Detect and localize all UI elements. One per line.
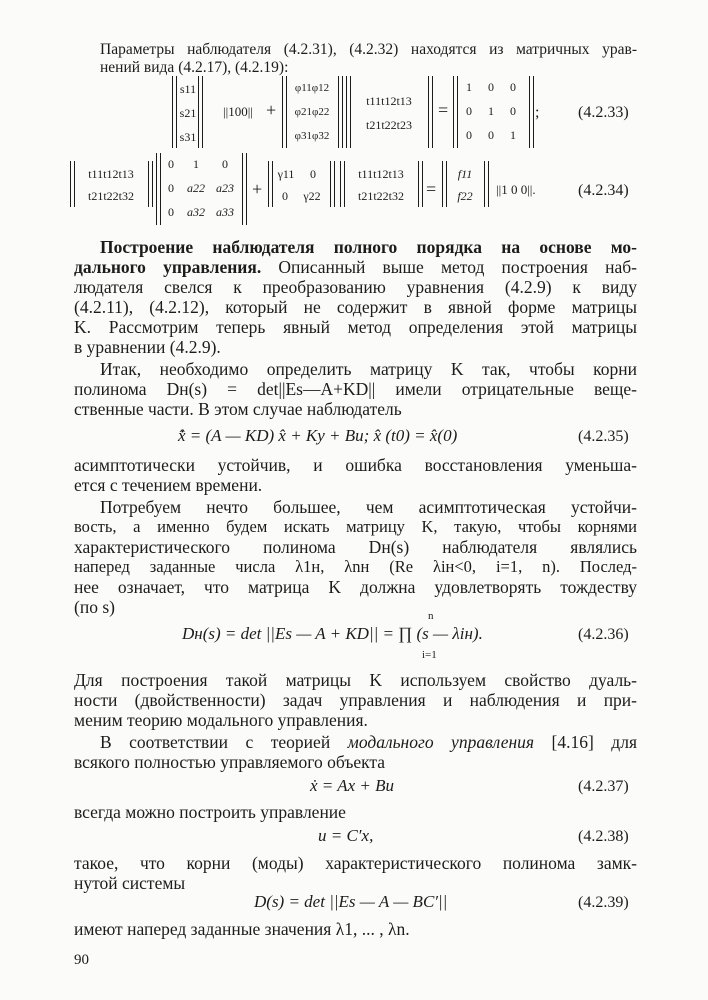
- product-upper: n: [428, 610, 434, 622]
- t-row-2: t21t22t32: [87, 189, 134, 203]
- final-line: имеют наперед заданные значения λ1, ... , λn.: [74, 919, 410, 939]
- phi-row-3: φ31φ32: [294, 130, 330, 142]
- equation-4-2-35: x̂̇ = (A — KD) x̂ + Ky + Bu; x̂ (t0) = x̂(0): [178, 426, 458, 445]
- label-4-2-39: (4.2.39): [578, 894, 629, 911]
- plus-sign: +: [266, 100, 277, 120]
- para1-line-2-bold: дального управления.: [74, 257, 262, 277]
- equation-4-2-33: [168, 76, 638, 148]
- id-32: 0: [488, 128, 494, 142]
- f-11: f11: [457, 167, 473, 181]
- a-11: 0: [168, 157, 174, 171]
- identity-matrix: [453, 76, 533, 148]
- para5-line-2: ности (двойственности) задач управления и наблюдения и при-: [74, 690, 637, 710]
- label-4-2-35: (4.2.35): [578, 428, 629, 445]
- id-33: 1: [510, 128, 516, 142]
- para2-line-3: ственные части. В этом случае наблюдатель: [74, 399, 402, 419]
- label-4-2-36: (4.2.36): [578, 626, 629, 643]
- a-12: 1: [193, 157, 199, 171]
- label-4-2-37: (4.2.37): [578, 778, 629, 795]
- gamma-11: γ11: [277, 167, 295, 181]
- t-row-1: t11t12t13: [366, 94, 412, 108]
- t-matrix-a: [70, 161, 152, 207]
- id-21: 0: [466, 104, 472, 118]
- phi-row-2: φ21φ22: [294, 106, 330, 118]
- equation-4-2-39: D(s) = det ||Es — A — BC′||: [254, 892, 448, 911]
- page-number: 90: [74, 952, 89, 968]
- para6-line-1-a: В соответствии с теорией: [100, 732, 331, 752]
- para4-line-3: характеристического полинома Dн(s) наблюдателя являлись: [74, 537, 637, 557]
- equals-sign: =: [438, 100, 449, 120]
- s21: s21: [179, 106, 197, 120]
- f-matrix: [442, 161, 488, 207]
- equation-4-2-36: Dн(s) = det ||Es — A + KD|| = ∏ (s — λiн).: [182, 624, 483, 643]
- tail-100: ||1 0 0||.: [496, 182, 536, 197]
- a-13: 0: [222, 157, 228, 171]
- para1-line-3: людателя свелся к преобразованию уравнения (4.2.9) к виду: [74, 277, 637, 297]
- para6-line-2: всякого полностью управляемого объекта: [74, 752, 386, 772]
- para1-line-2: [74, 257, 637, 277]
- label-4-2-33: (4.2.33): [578, 104, 629, 121]
- phi-matrix: [282, 76, 342, 148]
- t2-row-1: t11t12t13: [358, 167, 404, 181]
- a-23: a23: [216, 181, 234, 195]
- gamma-21: 0: [282, 189, 288, 203]
- equation-4-2-38: u = C′x,: [318, 826, 374, 845]
- equation-4-2-37: ẋ = Ax + Bu: [310, 776, 394, 795]
- t-matrix-b: [340, 161, 422, 207]
- a-31: 0: [168, 205, 174, 219]
- norm-100: ||100||: [223, 104, 253, 119]
- gamma-matrix: [268, 161, 334, 207]
- para3-line-2: ется с течением времени.: [74, 475, 263, 495]
- para4-line-5: нее означает, что матрица K должна удовлетворять тождеству: [74, 577, 637, 597]
- f-22: f22: [457, 189, 473, 203]
- para1-line-1: Построение наблюдателя полного порядка на основе мо-: [100, 237, 637, 257]
- gamma-12: 0: [310, 167, 316, 181]
- id-22: 1: [488, 104, 494, 118]
- label-4-2-34: (4.2.34): [578, 182, 629, 199]
- para4-line-2: вость, а именно будем искать матрицу K, такую, чтобы корнями: [74, 517, 637, 536]
- equals-sign: =: [426, 179, 437, 199]
- para1-line-5: K. Рассмотрим теперь явный метод определения этой матрицы: [74, 317, 637, 337]
- para5-line-1: Для построения такой матрицы K используем свойство дуаль-: [74, 670, 637, 690]
- t-row-1: t11t12t13: [88, 167, 134, 181]
- para1-line-4: (4.2.11), (4.2.12), который не содержит в явной форме матрицы: [74, 297, 637, 317]
- equation-4-2-34: [70, 153, 610, 227]
- para1-line-2-rest: Описанный выше метод построения наб-: [278, 257, 637, 277]
- label-4-2-38: (4.2.38): [578, 828, 629, 845]
- para6-italic: модального управления: [347, 732, 535, 752]
- semicolon: ;: [535, 104, 540, 121]
- product-lower: i=1: [422, 649, 437, 661]
- plus-sign: +: [252, 179, 263, 199]
- id-13: 0: [510, 80, 516, 94]
- para2-line-1: Итак, необходимо определить матрицу K так, чтобы корни: [100, 359, 637, 379]
- gamma-22: γ22: [303, 189, 321, 203]
- a-33: a33: [216, 205, 234, 219]
- a-32: a32: [187, 205, 205, 219]
- para7-line-2: нутой системы: [74, 873, 186, 893]
- para1-line-6: в уравнении (4.2.9).: [74, 337, 221, 357]
- s11: s11: [179, 82, 197, 96]
- s31: s31: [179, 130, 197, 144]
- para7-line-1: такое, что корни (моды) характеристического полинома замк-: [74, 853, 637, 873]
- intro-line-1: Параметры наблюдателя (4.2.31), (4.2.32) находятся из матричных урав-: [100, 41, 637, 58]
- para5-line-3: меним теорию модального управления.: [74, 710, 368, 730]
- control-line: всегда можно построить управление: [74, 802, 346, 822]
- para4-line-1: Потребуем нечто большее, чем асимптотическая устойчи-: [100, 497, 637, 517]
- a-21: 0: [168, 181, 174, 195]
- id-12: 0: [488, 80, 494, 94]
- a-matrix: [156, 153, 246, 225]
- id-31: 0: [466, 128, 472, 142]
- para4-line-4: наперед заданные числа λ1н, λnн (Re λiн<0, i=1, n). Послед-: [74, 557, 637, 576]
- intro-line-2: нений вида (4.2.17), (4.2.19):: [100, 59, 289, 76]
- s-matrix: [172, 76, 202, 148]
- phi-row-1: φ11φ12: [294, 82, 330, 94]
- a-22: a22: [187, 181, 205, 195]
- t-row-2: t21t22t23: [365, 118, 412, 132]
- para6-line-1: [100, 732, 637, 752]
- para6-line-1-b: [4.16] для: [551, 732, 637, 752]
- t2-row-2: t21t22t32: [357, 189, 404, 203]
- para4-line-6: (по s): [74, 597, 115, 617]
- id-23: 0: [510, 104, 516, 118]
- para2-line-2: полинома Dн(s) = det||Es—A+KD|| имели отрицательные веще-: [74, 379, 637, 399]
- t-matrix: [346, 76, 432, 148]
- id-11: 1: [466, 80, 472, 94]
- para3-line-1: асимптотически устойчив, и ошибка восстановления уменьша-: [74, 455, 637, 475]
